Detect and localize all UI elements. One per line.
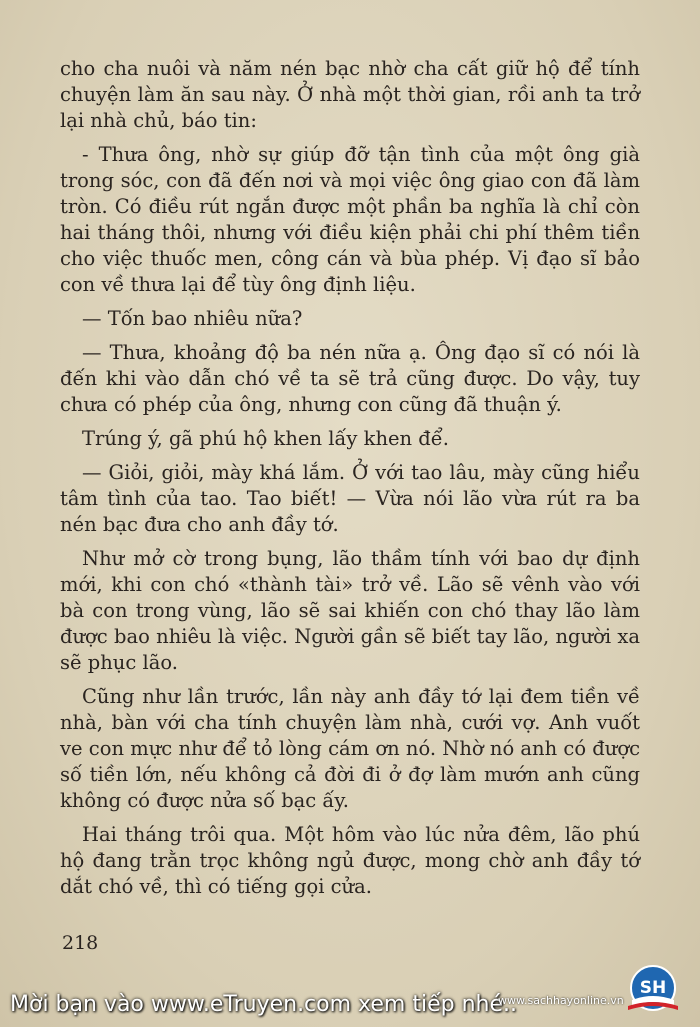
paragraph-4: — Thưa, khoảng độ ba nén nữa ạ. Ông đạo sĩ có nói là đến khi vào dẫn chó về ta sẽ trả cũng được. Do vậy, tuy chưa có phép của ông, nhưng con cũng đã thuận ý. (60, 341, 640, 416)
paragraph-6: — Giỏi, giỏi, mày khá lắm. Ở với tao lâu, mày cũng hiểu tâm tình của tao. Tao biết! — Vừa nói lão vừa rút ra ba nén bạc đưa cho anh đầy tớ. (60, 461, 640, 536)
logo-letters: SH (639, 978, 667, 998)
paragraph-1: cho cha nuôi và năm nén bạc nhờ cha cất giữ hộ để tính chuyện làm ăn sau này. Ở nhà một thời gian, rồi anh ta trở lại nhà chủ, báo tin: (60, 57, 640, 132)
page-number: 218 (62, 932, 99, 954)
sachhay-logo-icon (624, 962, 682, 1020)
paragraph-8: Cũng như lần trước, lần này anh đầy tớ lại đem tiền về nhà, bàn với cha tính chuyện làm nhà, cưới vợ. Anh vuốt ve con mực như để tỏ lòng cám ơn nó. Nhờ nó anh có được số tiền lớn, nếu không cả đời đi ở đợ làm mướn anh cũng không có được nửa số bạc ấy. (60, 685, 640, 812)
paragraph-2: - Thưa ông, nhờ sự giúp đỡ tận tình của một ông già trong sóc, con đã đến nơi và mọi việc ông giao con đã làm tròn. Có điều rút ngắn được một phần ba nghĩa là chỉ còn hai tháng thôi, nhưng với điều kiện phải chi phí thêm tiền cho việc thuốc men, công cán và bùa phép. Vị đạo sĩ bảo con về thưa lại để tùy ông định liệu. (60, 143, 640, 296)
banner-link-text[interactable]: Mời bạn vào www.eTruyen.com xem tiếp nhé.. (10, 992, 517, 1017)
watermark-site: www.sachhayonline.vn (498, 994, 624, 1007)
paragraph-3: — Tốn bao nhiêu nữa? (82, 307, 303, 330)
paragraph-7: Như mở cờ trong bụng, lão thầm tính với bao dự định mới, khi con chó «thành tài» trở về. Lão sẽ vênh vào với bà con trong vùng, lão sẽ sai khiến con chó thay lão làm được bao nhiêu là việc. Người gần sẽ biết tay lão, người xa sẽ phục lão. (60, 547, 640, 674)
paragraph-5: Trúng ý, gã phú hộ khen lấy khen để. (82, 427, 449, 450)
page-text (60, 56, 640, 900)
paragraph-9: Hai tháng trôi qua. Một hôm vào lúc nửa đêm, lão phú hộ đang trằn trọc không ngủ được, mong chờ anh đầy tớ dắt chó về, thì có tiếng gọi cửa. (60, 823, 640, 898)
